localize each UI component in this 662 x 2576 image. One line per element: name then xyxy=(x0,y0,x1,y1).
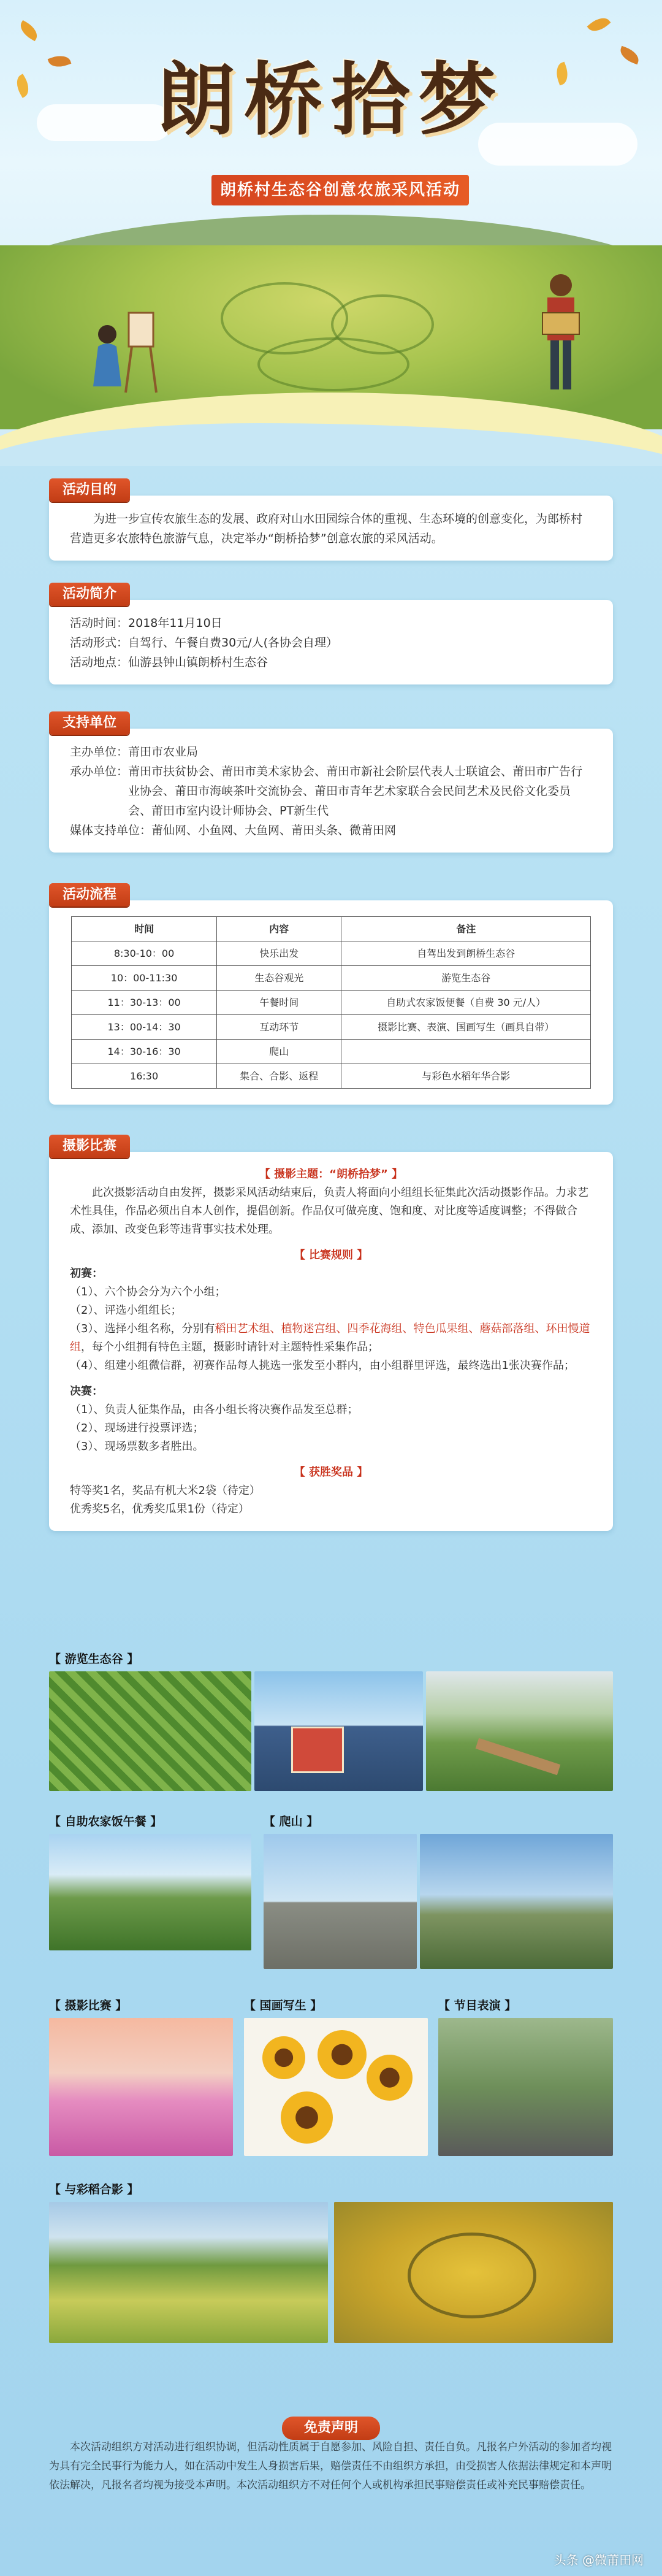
schedule-table xyxy=(71,916,591,1089)
rule-item: （1）、负责人征集作品，由各小组长将决赛作品发至总群； xyxy=(70,1403,359,1416)
section-card xyxy=(49,900,613,1105)
section-schedule xyxy=(49,883,613,1105)
column-header: 内容 xyxy=(217,917,341,941)
watermark: 头条 @微莆田网 xyxy=(554,2553,644,2567)
gallery-label-show: 【 节目表演 】 xyxy=(438,1999,517,2012)
section-intro xyxy=(49,583,613,684)
awards-title: 【 获胜奖品 】 xyxy=(294,1466,368,1479)
table-row: 8:30-10：00 快乐出发 自驾出发到朗桥生态谷 xyxy=(72,941,591,966)
rule-item: （1）、六个协会分为六个小组； xyxy=(70,1286,226,1298)
section-card xyxy=(49,496,613,561)
theme-text: 此次摄影活动自由发挥，摄影采风活动结束后，负责人将面向小组组长征集此次活动摄影作品。力求艺术性具佳，作品必须出自本人创作，提倡创新。作品仅可做亮度、饱和度、对比度等适度调整；不得做合成、添加、改变色彩等违背事实技术处理。 xyxy=(70,1186,588,1236)
purpose-text: 为进一步宣传农旅生态的发展、政府对山水田园综合体的重视、生态环境的创意变化，为郎桥村营造更多农旅特色旅游气息，决定举办“朗桥拾梦”创意农旅的采风活动。 xyxy=(70,512,583,545)
gallery-label-climb: 【 爬山 】 xyxy=(264,1815,319,1828)
photo-field-path xyxy=(426,1671,613,1791)
gallery-label-lunch: 【 自助农家饭午餐 】 xyxy=(49,1815,162,1828)
section-contest xyxy=(49,1135,613,1531)
photo-rice-art-closeup xyxy=(334,2202,613,2343)
rule-item: （3）、现场票数多者胜出。 xyxy=(70,1440,204,1453)
photo-flower-field xyxy=(49,2018,233,2156)
section-card xyxy=(49,600,613,684)
section-tag: 活动简介 xyxy=(49,583,130,606)
column-header: 备注 xyxy=(341,917,591,941)
rule-item: （3）、选择小组名称，分别有稻田艺术组、植物迷宫组、四季花海组、特色瓜果组、蘑菇部落组、环田慢道组，每个小组拥有特色主题，摄影时请针对主题特性采集作品； xyxy=(70,1322,590,1354)
info-row: 活动时间：2018年11月10日 xyxy=(70,616,223,630)
accordion-boy-illustration xyxy=(527,270,595,399)
table-header-row xyxy=(72,917,591,941)
gallery-label-group: 【 与彩稻合影 】 xyxy=(49,2183,139,2196)
info-row: 活动地点：仙游县钟山镇朗桥村生态谷 xyxy=(70,656,268,669)
prelim-title: 初赛： xyxy=(70,1267,103,1280)
rule-item: （2）、评选小组组长； xyxy=(70,1304,182,1317)
section-purpose xyxy=(49,478,613,561)
section-tag: 支持单位 xyxy=(49,711,130,735)
support-row: 承办单位： 莆田市扶贫协会、莆田市美术家协会、莆田市新社会阶层代表人士联谊会、莆田市广告行业协会、莆田市海峡茶叶交流协会、莆田市青年艺术家联合会民间艺术及民俗文化委员会、莆田市室内设计师协会、PT新生代 xyxy=(70,765,583,818)
section-tag: 活动流程 xyxy=(49,883,130,907)
gallery-label-eco: 【 游览生态谷 】 xyxy=(49,1652,139,1666)
photo-maze xyxy=(49,1671,251,1791)
support-row: 媒体支持单位： 莆仙网、小鱼网、大鱼网、莆田头条、微莆田网 xyxy=(70,824,397,837)
disclaimer-text: 本次活动组织方对活动进行组织协调，但活动性质属于自愿参加、风险自担、责任自负。凡报名户外活动的参加者均视为具有完全民事行为能力人，如在活动中发生人身损害后果，赔偿责任不由组织方承担，由受损害人依据法律规定和本声明依法解决，凡报名者均视为接受本声明。本次活动组织方不对任何个人或机构承担民事赔偿责任或补充民事赔偿责任。 xyxy=(49,2441,612,2491)
table-row: 13：00-14：30 互动环节 摄影比赛、表演、国画写生（画具自带） xyxy=(72,1015,591,1040)
award-item: 优秀奖5名，优秀奖瓜果1份（待定） xyxy=(70,1503,249,1516)
column-header: 时间 xyxy=(72,917,217,941)
photo-mountain-temple xyxy=(420,1834,613,1969)
section-support xyxy=(49,711,613,853)
info-row: 活动形式：自驾行、午餐自费30元/人(各协会自理） xyxy=(70,636,338,650)
table-row: 16:30 集合、合影、返程 与彩色水稻年华合影 xyxy=(72,1064,591,1089)
gallery-label-photo: 【 摄影比赛 】 xyxy=(49,1999,127,2012)
table-row: 11：30-13：00 午餐时间 自助式农家饭便餐（自费 30 元/人） xyxy=(72,991,591,1015)
photo-rice-art-aerial xyxy=(49,2202,328,2343)
group-names: 稻田艺术组、植物迷宫组、四季花海组、特色瓜果组、蘑菇部落组、环田慢道组 xyxy=(70,1322,590,1354)
hero-title: 朗桥拾梦 xyxy=(156,54,505,146)
section-card xyxy=(49,1152,613,1531)
support-row: 主办单位： 莆田市农业局 xyxy=(70,745,199,759)
photo-performance xyxy=(438,2018,613,2156)
award-item: 特等奖1名，奖品有机大米2袋（待定） xyxy=(70,1484,261,1497)
hero-subtitle: 朗桥村生态谷创意农旅采风活动 xyxy=(211,175,469,205)
table-row: 10：00-11:30 生态谷观光 游览生态谷 xyxy=(72,966,591,991)
rules-title: 【 比赛规则 】 xyxy=(294,1249,368,1262)
final-title: 决赛： xyxy=(70,1385,103,1398)
photo-village xyxy=(49,1834,251,1950)
section-card xyxy=(49,729,613,853)
gallery-label-painting: 【 国画写生 】 xyxy=(244,1999,322,2012)
section-tag: 摄影比赛 xyxy=(49,1135,130,1158)
photo-sunflower-painting xyxy=(244,2018,428,2156)
theme-title: 【 摄影主题：“朗桥拾梦” 】 xyxy=(259,1168,403,1181)
table-row: 14：30-16：30 爬山 xyxy=(72,1040,591,1064)
section-tag: 活动目的 xyxy=(49,478,130,502)
rule-item: （2）、现场进行投票评选； xyxy=(70,1422,204,1435)
disclaimer-tag: 免责声明 xyxy=(282,2417,380,2440)
hero-banner xyxy=(0,0,662,466)
painter-girl-illustration xyxy=(86,301,159,399)
rule-item: （4）、组建小组微信群，初赛作品每人挑选一张发至小群内，由小组群里评选，最终选出1张决赛作品； xyxy=(70,1359,575,1372)
photo-mural-house xyxy=(254,1671,423,1791)
photo-rock xyxy=(264,1834,417,1969)
